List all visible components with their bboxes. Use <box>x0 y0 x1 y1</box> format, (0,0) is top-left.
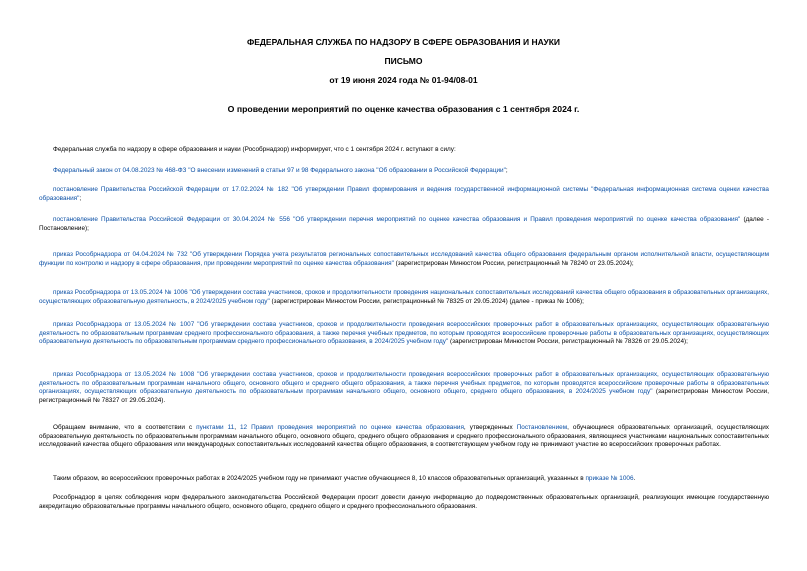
resolution-556-link[interactable]: постановление Правительства Российской Федерации от 30.04.2024 № 556 "Об утверждении перечня мероприятий по оценке качества образования и Правил проведения мероприятий по оценке качества образования" <box>53 216 741 223</box>
list-item-tail: (зарегистрирован Минюстом России, регистрационный № 78325 от 29.05.2024) (далее - приказ № 1006); <box>269 297 584 305</box>
text-segment: Обращаем внимание, что в соответствии с <box>53 424 197 431</box>
text-segment: . <box>633 475 636 482</box>
list-item-order-1007 <box>39 321 769 347</box>
resolution-182-link[interactable]: постановление Правительства Российской Федерации от 17.02.2024 № 182 "Об утверждении Правил формирования и ведения государственной информационной системы "Федеральная информационная система оценки качества образования" <box>39 186 769 202</box>
list-item-tail: (зарегистрирован Минюстом России, регистрационный № 78240 от 23.05.2024); <box>393 259 634 267</box>
resolution-link[interactable]: Постановлением <box>516 424 568 431</box>
list-item-federal-law <box>39 167 769 176</box>
list-item-tail: (зарегистрирован Минюстом России, регистрационный № 78326 от 29.05.2024); <box>448 338 688 346</box>
list-item-tail: (далее - Постановление); <box>39 216 769 232</box>
text-segment: , обучающиеся образовательных организаций, осуществляющих образовательную деятельность по образовательным программам начального общего, основного общего, среднего общего образования и среднего профессионального образования, являющиеся участниками национальных сопоставительных исследований качества общего образования или международных сопоставительных исследований качества общего образования, в соответствующем учебном году не принимают участие во всероссийских проверочных работах. <box>39 424 769 449</box>
request-paragraph: Рособрнадзор в целях соблюдения норм федерального законодательства Российской Федерации просит довести данную информацию до подведомственных образовательных организаций, реализующих имеющие государственную аккредитацию образовательные программы начального общего, основного общего, среднего общего и среднего профессионального образования. <box>39 494 769 510</box>
text-segment: , <box>234 424 240 431</box>
agency-title: ФЕДЕРАЛЬНАЯ СЛУЖБА ПО НАДЗОРУ В СФЕРЕ ОБРАЗОВАНИЯ И НАУКИ <box>246 37 561 47</box>
order-1006-link[interactable]: приказ Рособрнадзора от 13.05.2024 № 1006 "Об утверждении состава участников, сроков и продолжительности проведения национальных сопоставительных исследований качества общего образования в образовательных организациях, осуществляющих образовательную деятельность, в 2024/2025 учебном году" <box>39 289 769 305</box>
federal-law-link[interactable]: Федеральный закон от 04.08.2023 № 468-ФЗ "О внесении изменений в статьи 97 и 98 Федерального закона "Об образовании в Российской Федерации" <box>53 167 506 174</box>
order-732-link[interactable]: приказ Рособрнадзора от 04.04.2024 № 732 "Об утверждении Порядка учета результатов региональных сопоставительных исследований качества общего образования федеральным органом исполнительной власти, осуществляющим функции по контролю и надзору в сфере образования, при проведении мероприятий по оценке качества образования" <box>39 251 769 267</box>
text-segment: Таким образом, во всероссийских проверочных работах в 2024/2025 учебном году не принимают участие обучающиеся 8, 10 классов образовательных организаций, указанных в <box>53 475 586 482</box>
document-subject: О проведении мероприятий по оценке качества образования с 1 сентября 2024 г. <box>227 104 580 114</box>
points-11-link[interactable]: пунктами 11 <box>196 424 235 431</box>
conclusion-paragraph <box>39 475 769 484</box>
document-date-number: от 19 июня 2024 года № 01-94/08-01 <box>329 75 478 85</box>
list-item-order-1008 <box>39 371 769 406</box>
order-1008-link[interactable]: приказ Рособрнадзора от 13.05.2024 № 1008 "Об утверждении состава участников, сроков и продолжительности проведения всероссийских проверочных работ в образовательных организациях, осуществляющих образовательную деятельность по образовательным программам начального общего, основного общего и среднего общего образования, а также перечня учебных предметов, по которым проводятся всероссийские проверочные работы в образовательных организациях, осуществляющих образовательную деятельность по образовательным программам начального общего, основного общего, среднего общего образования, в 2024/2025 учебном году" <box>39 371 769 396</box>
list-item-order-1006 <box>39 289 769 306</box>
text-segment: , утвержденных <box>463 424 517 431</box>
list-item-tail: ; <box>505 167 508 174</box>
point-12-link[interactable]: 12 <box>240 424 248 431</box>
order-1007-link[interactable]: приказ Рособрнадзора от 13.05.2024 № 1007 "Об утверждении состава участников, сроков и продолжительности проведения всероссийских проверочных работ в образовательных организациях, осуществляющих образовательную деятельность по образовательным программам среднего профессионального образования, а также перечня учебных предметов, по которым проводятся всероссийские проверочные работы в образовательных организациях, осуществляющих образовательную деятельность по образовательным программам среднего профессионального образования, в 2024/2025 учебном году" <box>39 321 769 346</box>
list-item-order-732 <box>39 251 769 268</box>
list-item-resolution-182 <box>39 186 769 203</box>
document-type: ПИСЬМО <box>384 56 423 66</box>
order-1006-ref-link[interactable]: приказе № 1006 <box>585 475 634 482</box>
attention-paragraph <box>39 424 769 450</box>
rules-link[interactable]: Правил проведения мероприятий по оценке качества образования <box>251 424 464 431</box>
intro-paragraph: Федеральная служба по надзору в сфере образования и науки (Рособрнадзор) информирует, что с 1 сентября 2024 г. вступают в силу: <box>53 146 456 153</box>
list-item-tail: ; <box>79 194 82 202</box>
list-item-resolution-556 <box>39 216 769 233</box>
list-item-tail: (зарегистрирован Минюстом России, регистрационный № 78327 от 29.05.2024). <box>39 388 770 405</box>
